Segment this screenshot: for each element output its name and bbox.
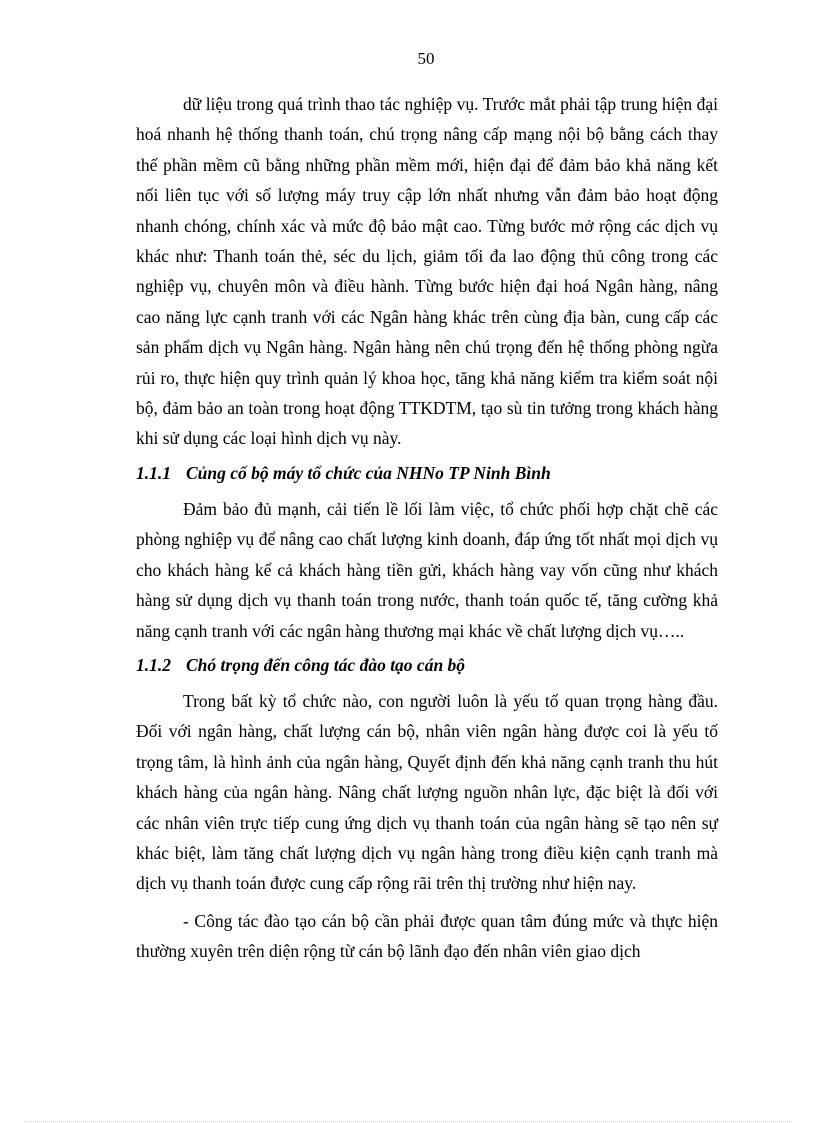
page-footer-divider <box>24 1121 792 1122</box>
document-body <box>136 89 718 974</box>
paragraph-intro: dữ liệu trong quá trình thao tác nghiệp vụ. Trước mắt phải tập trung hiện đại hoá nhanh hệ thống thanh toán, chú trọng nâng cấp mạng nội bộ bằng cách thay thế phần mềm cũ bằng những phần mềm mới, hiện đại để đảm bảo khả năng kết nối liên tục với số lượng máy truy cập lớn nhất nhưng vẫn đảm bảo hoạt động nhanh chóng, chính xác và mức độ bảo mật cao. Từng bước mở rộng các dịch vụ khác như: Thanh toán thẻ, séc du lịch, giảm tối đa lao động thủ công trong các nghiệp vụ, chuyên môn và điều hành. Từng bước hiện đại hoá Ngân hàng, nâng cao năng lực cạnh tranh với các Ngân hàng khác trên cùng địa bàn, cung cấp các sản phẩm dịch vụ Ngân hàng. Ngân hàng nên chú trọng đến hệ thống phòng ngừa rủi ro, thực hiện quy trình quản lý khoa học, tăng khả năng kiểm tra kiểm soát nội bộ, đảm bảo an toàn trong hoạt động TTKDTM, tạo sù tin tưởng trong khách hàng khi sử dụng các loại hình dịch vụ này. <box>136 94 718 449</box>
paragraph-training: Trong bất kỳ tổ chức nào, con người luôn là yếu tố quan trọng hàng đầu. Đối với ngân hàng, chất lượng cán bộ, nhân viên ngân hàng được coi là yếu tố trọng tâm, là hình ảnh của ngân hàng, Quyết định đến khả năng cạnh tranh thu hút khách hàng của ngân hàng. Nâng chất lượng nguồn nhân lực, đặc biệt là đối với các nhân viên trực tiếp cung ứng dịch vụ thanh toán của ngân hàng sẽ tạo nên sự khác biệt, làm tăng chất lượng dịch vụ ngân hàng trong điều kiện cạnh tranh mà dịch vụ thanh toán được cung cấp rộng rãi trên thị trường như hiện nay. <box>136 690 718 894</box>
section-heading-1-1-2 <box>136 653 718 677</box>
section-number: 1.1.1 <box>136 462 171 483</box>
page-number: 50 <box>417 49 435 68</box>
section-heading-1-1-1 <box>136 461 718 485</box>
paragraph-training-bullet: - Công tác đào tạo cán bộ cần phải được quan tâm đúng mức và thực hiện thường xuyên trên diện rộng từ cán bộ lãnh đạo đến nhân viên giao dịch <box>136 910 718 962</box>
paragraph-organization: Đảm bảo đủ mạnh, cải tiến lề lối làm việc, tổ chức phối hợp chặt chẽ các phòng nghiệp vụ để nâng cao chất lượng kinh doanh, đáp ứng tốt nhất mọi dịch vụ cho khách hàng kể cả khách hàng tiền gửi, khách hàng vay vốn cũng như khách hàng sử dụng dịch vụ thanh toán trong nước, thanh toán quốc tế, tăng cường khả năng cạnh tranh với các ngân hàng thương mại khác về chất lượng dịch vụ….. <box>136 498 718 641</box>
section-title: Chó trọng đến công tác đào tạo cán bộ <box>186 654 466 675</box>
section-title: Củng cố bộ máy tổ chức của NHNo TP Ninh Bình <box>186 462 551 483</box>
section-number: 1.1.2 <box>136 654 171 675</box>
